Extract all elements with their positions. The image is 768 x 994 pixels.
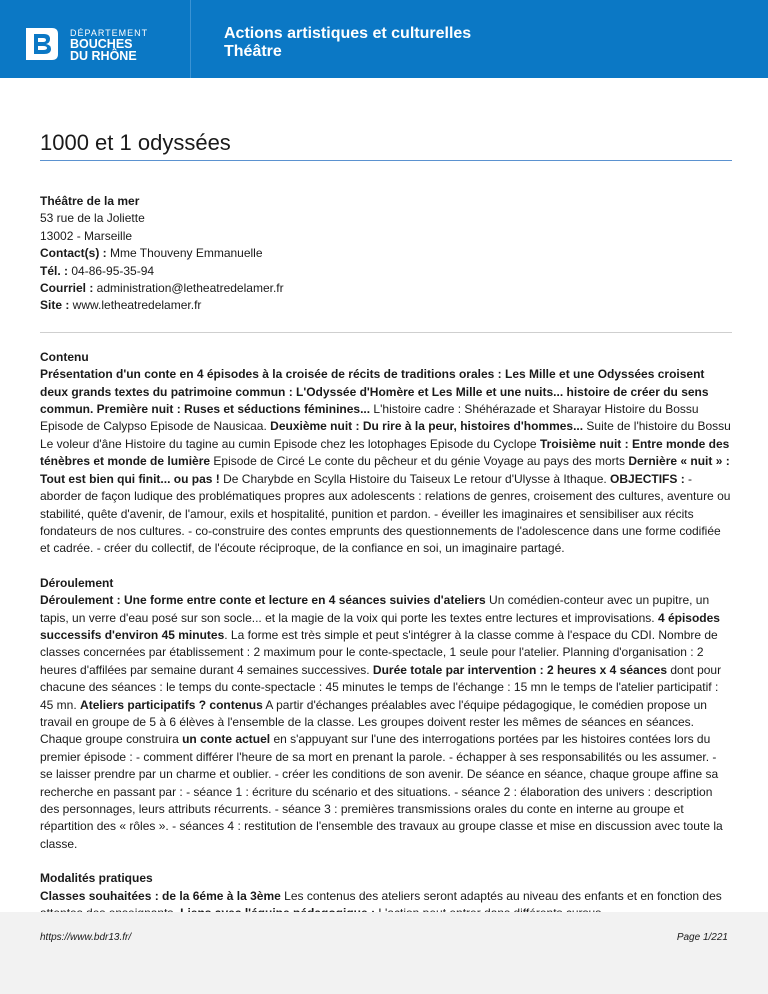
contenu-bold-2: Deuxième nuit : Du rire à la peur, histoires d'hommes... bbox=[270, 419, 584, 434]
deroulement-bold-2: 4 épisodes successifs d'environ 45 minutes bbox=[40, 610, 720, 642]
contact-label: Contact(s) : bbox=[40, 246, 107, 261]
section-divider bbox=[40, 332, 732, 333]
contenu-paragraph bbox=[40, 366, 732, 557]
document-body bbox=[40, 193, 732, 939]
header-bar bbox=[0, 0, 768, 78]
department-logo[interactable] bbox=[0, 0, 191, 78]
logo-du-rhone: DU RHÔNE bbox=[70, 49, 137, 63]
deroulement-section bbox=[40, 575, 732, 854]
deroulement-text-3: dont pour chacune des séances : le temps du conte-spectacle : 45 minutes le temps de l'échange : 15 mn le temps de l'atelier participatif : 45 mn. bbox=[40, 662, 722, 712]
section-heading-modalites: Modalités pratiques bbox=[40, 871, 153, 886]
modalites-text-1: Les contenus des ateliers seront adaptés au niveau des enfants et en fonction des bbox=[284, 888, 722, 903]
deroulement-bold-5: un conte actuel bbox=[182, 732, 271, 747]
site-link[interactable]: www.letheatredelamer.fr bbox=[69, 298, 202, 313]
contenu-bold-3: Troisième nuit : Entre monde des ténèbres et monde de lumière bbox=[40, 436, 730, 469]
deroulement-text-5: en s'appuyant sur l'une des interrogations portées par les histoires contées lors du premier épisode : - comment différer l'heure de sa mort en prenant la parole. - échapper à ses responsabilités ou les assumer. - se laisser prendre par un charme et oublier. - créer les conditions de son avenir. De séance en séance, chaque groupe affine sa recherche en passant par : - séance 1 : écriture du scénario et des situations. - séance 2 : élaboration des univers : description des personnages, leurs attributs récurrents. - séance 3 : premières transmissions orales du conte en interne au groupe et répartition des « rôles ». - séances 4 : restitution de l'ensemble des travaux au groupe classe et mise en discussion avec toute la classe. bbox=[40, 732, 723, 851]
contact-block bbox=[40, 193, 732, 315]
footer-url[interactable]: https://www.bdr13.fr/ bbox=[40, 932, 132, 943]
deroulement-paragraph bbox=[40, 592, 732, 853]
contact-value: Mme Thouveny Emmanuelle bbox=[106, 246, 263, 261]
title-divider bbox=[40, 160, 732, 161]
address-line-2: 13002 - Marseille bbox=[40, 228, 133, 243]
modalites-bold-1: Classes souhaitées : de la 6éme à la 3ème bbox=[40, 888, 281, 903]
venue-name: Théâtre de la mer bbox=[40, 194, 140, 208]
tel-value: 04-86-95-35-94 bbox=[68, 263, 155, 278]
deroulement-text-2: . La forme est très simple et peut s'intégrer à la classe comme à l'espace du CDI. Nombre de classes concernées par établissement : 2 maximum pour le conte-spectacle, 1 seule pour l'atelier. Planning d'organisation : 2 heures d'affilées par semaine durant 4 semaines successives. bbox=[40, 627, 718, 677]
deroulement-bold-3: Durée totale par intervention : 2 heures x 4 séances bbox=[372, 662, 668, 677]
contenu-section bbox=[40, 349, 732, 558]
header-title-line1: Actions artistiques et culturelles bbox=[224, 25, 472, 42]
contenu-bold-4: Dernière « nuit » : Tout est bien qui finit... ou pas ! bbox=[40, 454, 730, 486]
contenu-text-1: L'histoire cadre : Shéhérazade et Sharayar Histoire du Bossu Episode de Calypso Episode de Nausicaa. bbox=[40, 402, 699, 434]
site-label: Site : bbox=[40, 298, 70, 313]
logo-department: DÉPARTEMENT bbox=[70, 28, 149, 38]
address-line-1: 53 rue de la Joliette bbox=[40, 211, 145, 226]
header-title-line2: Théâtre bbox=[224, 43, 282, 60]
contenu-text-3: Episode de Circé Le conte du pêcheur et du génie Voyage au pays des morts bbox=[210, 454, 629, 469]
section-heading-deroulement: Déroulement bbox=[40, 575, 114, 590]
contenu-bold-1: Présentation d'un conte en 4 épisodes à la croisée de récits de traditions orales : Les Mille et une Odyssées croisent deux grands textes du patrimoine commun : L'Odyssée d'Homère et Les Mille et une nuits... histoire de créer du sens commun. Première nuit : Ruses et séductions féminines... bbox=[40, 367, 709, 417]
email-value[interactable]: administration@letheatredelamer.fr bbox=[93, 281, 284, 296]
logo-bouches: BOUCHES bbox=[70, 37, 133, 51]
contenu-text-2: Suite de l'histoire du Bossu Le voleur d'âne Histoire du tagine au cumin Episode chez les lotophages Episode du Cyclope bbox=[40, 419, 731, 451]
bdr-logo-icon bbox=[22, 26, 60, 62]
contenu-text-5: - aborder de façon ludique des problématiques propres aux adolescents : relations de genres, croisement des cultures, aventure ou stabilité, quête d'avenir, de l'amour, exils et hospitalité, punition et pardon. - éveiller les imaginaires et sensibiliser aux récits fondateurs de nos cultures. - co-construire des contes emprunts des questionnements de l'adolescence dans une forme codifiée et cadrée. - créer du collectif, de l'écoute réciproque, de la confiance en soi, un imaginaire partagé. bbox=[40, 471, 731, 556]
logo-text bbox=[70, 28, 148, 62]
contenu-bold-5: OBJECTIFS : bbox=[610, 471, 685, 486]
deroulement-text-4: A partir d'échanges préalables avec l'équipe pédagogique, le comédien propose un travail en groupe de 5 à 6 élèves à l'ensemble de la classe. Les groupes doivent rester les mêmes de séances en séances. Chaque groupe construira bbox=[40, 697, 707, 747]
deroulement-bold-4: Ateliers participatifs ? contenus bbox=[80, 697, 263, 712]
header-title bbox=[224, 25, 471, 61]
page-footer bbox=[0, 912, 768, 994]
tel-label: Tél. : bbox=[40, 263, 69, 278]
section-heading-contenu: Contenu bbox=[40, 349, 89, 364]
contenu-text-4: De Charybde en Scylla Histoire du Taiseux Le retour d'Ulysse à Ithaque. bbox=[219, 471, 611, 486]
deroulement-text-1: Un comédien-conteur avec un pupitre, un tapis, un verre d'eau posé sur son socle... et la magie de la voix qui porte les textes entre lectures et improvisations. bbox=[40, 593, 710, 625]
deroulement-bold-1: Déroulement : Une forme entre conte et lecture en 4 séances suivies d'ateliers bbox=[40, 593, 486, 608]
page-title: 1000 et 1 odyssées bbox=[40, 130, 231, 155]
email-label: Courriel : bbox=[40, 281, 94, 296]
page-number: Page 1/221 bbox=[676, 932, 728, 943]
